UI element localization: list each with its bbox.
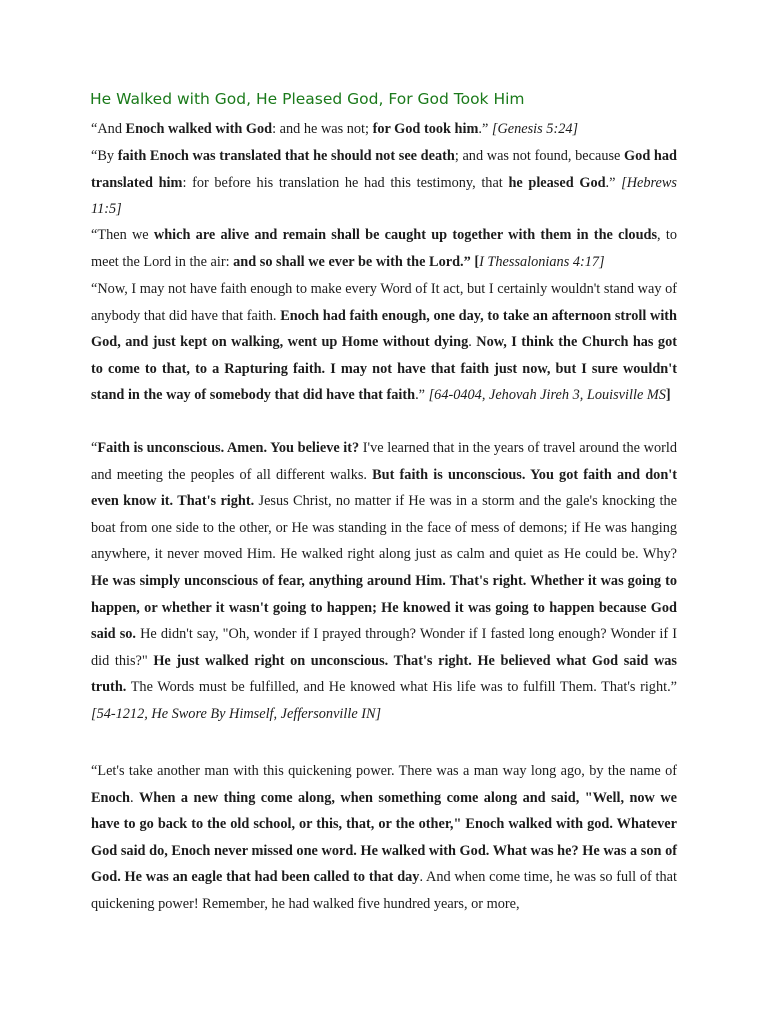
paragraph-quote-jehovah-jireh: “Now, I may not have faith enough to make every Word of It act, but I certainly wouldn't stand way of anybody that did have that faith. Enoch had faith enough, one day, to take an afternoon stroll with God, and just kept on walking, went up Home without dying. Now, I think the Church has got to come to that, to a Rapturing faith. I may not have that faith just now, but I sure wouldn't stand in the way of somebody that did have that faith.” [64-0404, Jehovah Jireh 3, Louisville MS] [91,281,678,404]
page-title: He Walked with God, He Pleased God, For God Took Him [90,90,525,108]
paragraph-quote-he-swore: “Faith is unconscious. Amen. You believe it? I've learned that in the years of travel around the world and meeting the peoples of all different walks. But faith is unconscious. You got faith and don't even know it. That's right. Jesus Christ, no matter if He was in a storm and the gale's knocking the boat from one side to the other, or He was standing in the face of mess of demons; if He was hanging anywhere, it never moved Him. He walked right along just as calm and quiet as He could be. Why? He was simply unconscious of fear, anything around Him. That's right. Whether it was going to happen, or whether it wasn't going to happen; He knowed it was going to happen because God said so. He didn't say, "Oh, wonder if I prayed through? Wonder if I fasted long enough? Wonder if I did this?" He just walked right on unconscious. That's right. He believed what God said was truth. The Words must be fulfilled, and He knowed what His life was to fulfill Them. That's right.” [54-1212, He Swore By Himself, Jeffersonville IN] [91,440,677,722]
paragraph-quote-quickening-power: “Let's take another man with this quickening power. There was a man way long ago, by the name of Enoch. When a new thing come along, when something come along and said, "Well, now we have to go back to the old school, or this, that, or the other," Enoch walked with god. Whatever God said do, Enoch never missed one word. He walked with God. What was he? He was a son of God. He was an eagle that had been called to that day. And when come time, he was so full of that quickening power! Remember, he had walked five hundred years, or more, [91,763,677,912]
paragraph-thessalonians: “Then we which are alive and remain shall be caught up together with them in the clouds, to meet the Lord in the air: and so shall we ever be with the Lord.” [I Thessalonians 4:17] [91,227,677,270]
paragraph-hebrews: “By faith Enoch was translated that he should not see death; and was not found, because God had translated him: for before his translation he had this testimony, that he pleased God.” [Hebrews 11:5] [91,148,677,218]
paragraph-genesis: “And Enoch walked with God: and he was not; for God took him.” [Genesis 5:24] [91,121,579,137]
